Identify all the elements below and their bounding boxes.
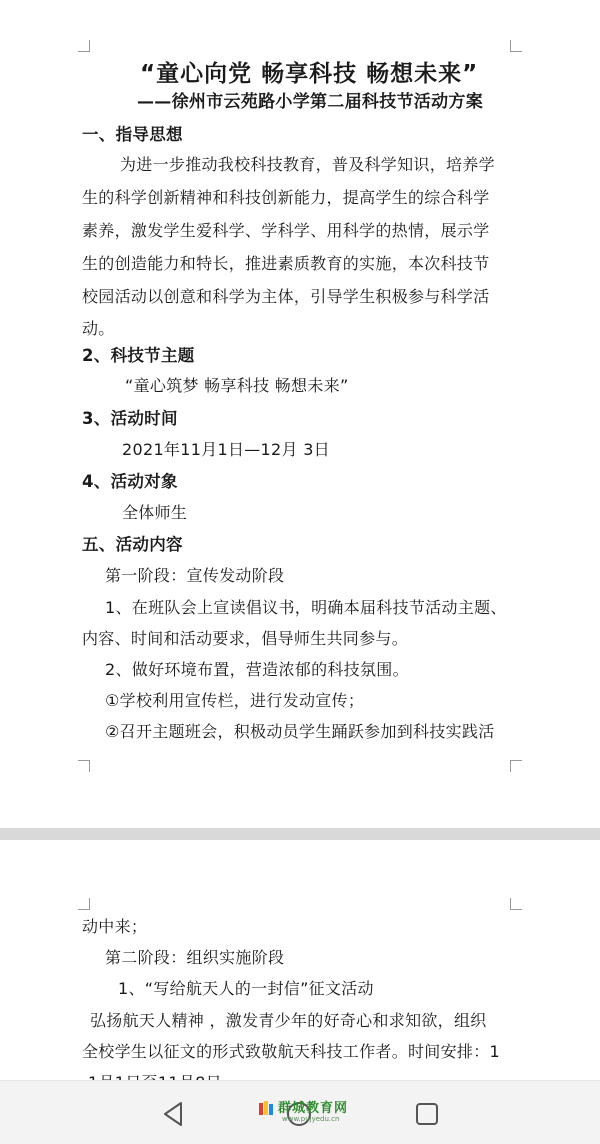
section-heading: 4、活动对象 — [82, 472, 178, 491]
activity-time-text: 2021年11月1日—12月 3日 — [122, 440, 330, 459]
book-logo-icon — [258, 1099, 276, 1117]
paragraph-line: 弘扬航天人精神 ，激发青少年的好奇心和求知欲，组织 — [90, 1011, 487, 1030]
paragraph-line: 素养，激发学生爱科学、学科学、用科学的热情，展示学 — [82, 221, 490, 240]
paragraph-line: 2、做好环境布置，营造浓郁的科技氛围。 — [105, 660, 409, 679]
back-triangle-icon — [161, 1101, 185, 1127]
page-corner-mark — [510, 898, 522, 910]
paragraph-line: ②召开主题班会，积极动员学生踊跃参加到科技实践活 — [105, 722, 495, 741]
section-heading: 2、科技节主题 — [82, 346, 195, 365]
paragraph-line: 生的创造能力和特长，推进素质教育的实施，本次科技节 — [82, 254, 490, 273]
page-separator — [0, 828, 600, 840]
page-corner-mark — [78, 760, 90, 772]
section-heading: 一、指导思想 — [82, 125, 183, 144]
paragraph-line: 动。 — [82, 319, 115, 338]
theme-text: “童心筑梦 畅享科技 畅想未来” — [125, 376, 349, 395]
paragraph-line: ①学校利用宣传栏，进行发动宣传； — [105, 691, 365, 710]
paragraph-line: 动中来； — [82, 917, 148, 936]
page-corner-mark — [510, 40, 522, 52]
paragraph-line: 1、“写给航天人的一封信”征文活动 — [118, 979, 374, 998]
recents-square-icon — [414, 1101, 440, 1127]
paragraph-line: 内容、时间和活动要求，倡导师生共同参与。 — [82, 629, 409, 648]
paragraph-line: 第二阶段：组织实施阶段 — [105, 948, 285, 967]
site-watermark — [258, 1097, 348, 1127]
paragraph-line: 生的科学创新精神和科技创新能力，提高学生的综合科学 — [82, 188, 490, 207]
section-heading: 五、活动内容 — [82, 535, 183, 554]
page-corner-mark — [78, 40, 90, 52]
watermark-url: www.pujyedu.cn — [282, 1115, 340, 1123]
paragraph-line: 第一阶段：宣传发动阶段 — [105, 566, 285, 585]
paragraph-line: 为进一步推动我校科技教育，普及科学知识，培养学 — [120, 155, 495, 174]
page-corner-mark — [78, 898, 90, 910]
recents-button[interactable] — [412, 1099, 442, 1129]
document-subtitle: ——徐州市云苑路小学第二届科技节活动方案 — [137, 92, 483, 112]
document-page-2 — [0, 840, 600, 1080]
document-title: “童心向党 畅享科技 畅想未来” — [140, 61, 479, 87]
watermark-text: 群城教育网 — [278, 1101, 349, 1116]
page-corner-mark — [510, 760, 522, 772]
paragraph-line: 1、在班队会上宣读倡议书，明确本届科技节活动主题、 — [105, 598, 507, 617]
paragraph-line: 校园活动以创意和科学为主体，引导学生积极参与科学活 — [82, 287, 490, 306]
section-heading: 3、活动时间 — [82, 409, 178, 428]
android-navigation-bar — [0, 1080, 600, 1144]
back-button[interactable] — [158, 1099, 188, 1129]
paragraph-line: 全校学生以征文的形式致敬航天科技工作者。时间安排：1 — [82, 1042, 500, 1061]
participants-text: 全体师生 — [122, 503, 188, 522]
